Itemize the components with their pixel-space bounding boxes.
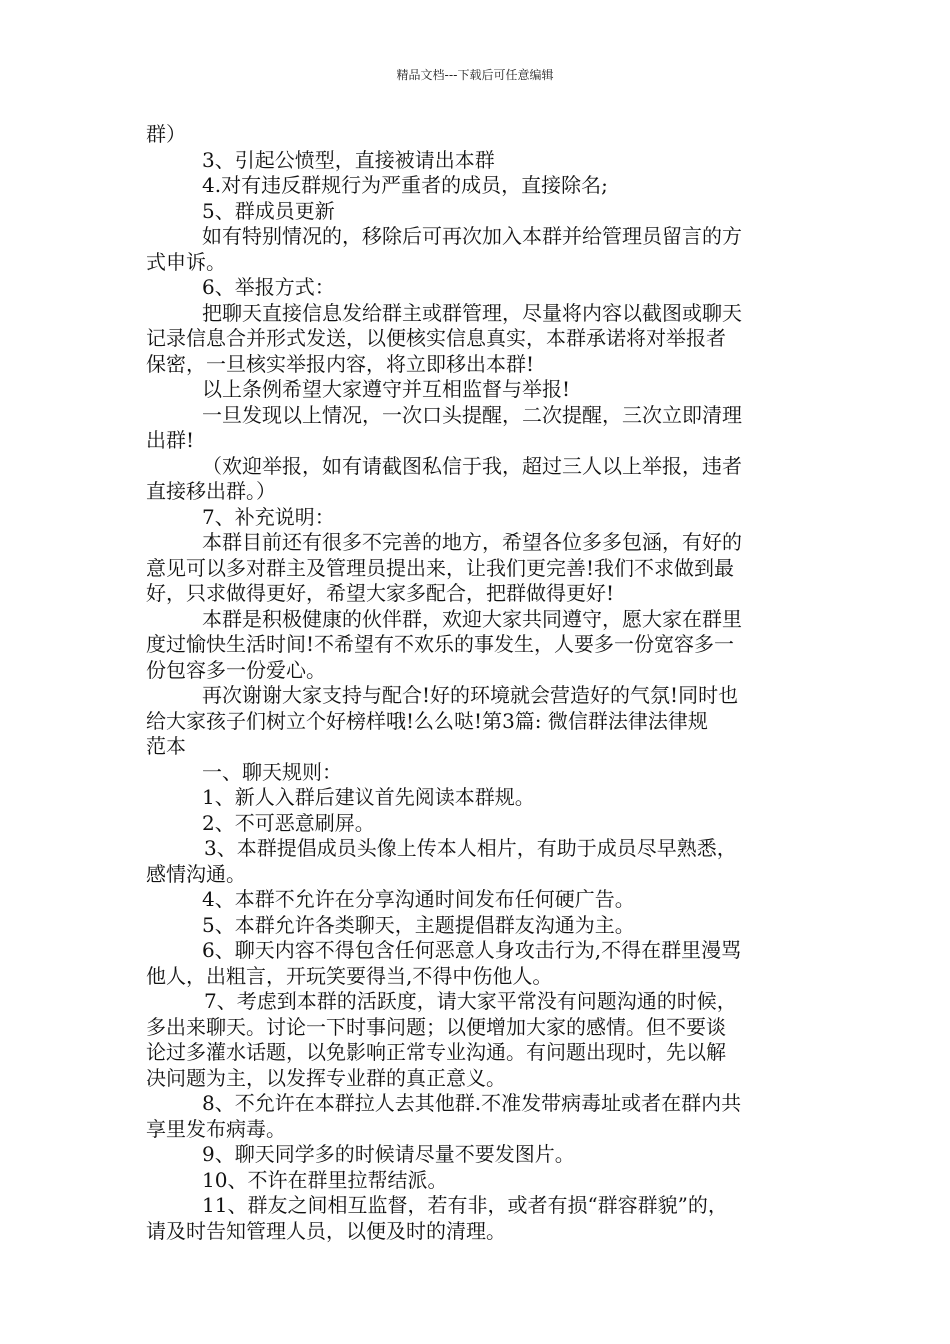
text-line: 如有特别情况的，移除后可再次加入本群并给管理员留言的方 [202,224,742,248]
text-line: 6、聊天内容不得包含任何恶意人身攻击行为,不得在群里漫骂 [202,938,742,962]
page-header: 精品文档---下载后可任意编辑 [396,68,554,82]
text-line: 意见可以多对群主及管理员提出来，让我们更完善!我们不求做到最 [146,555,735,580]
text-line: 决问题为主，以发挥专业群的真正意义。 [146,1065,506,1090]
text-line: 7、补充说明： [202,504,335,529]
text-line: 他人，出粗言，开玩笑要得当,不得中伤他人。 [146,963,553,988]
text-line: 好，只求做得更好，希望大家多配合，把群做得更好! [146,581,615,605]
text-line: 1、新人入群后建议首先阅读本群规。 [202,785,535,809]
text-line: 感情沟通。 [146,861,246,886]
text-line: 以上条例希望大家遵守并互相监督与举报! [202,377,571,401]
text-line: 出群! [146,428,195,452]
text-line: 2、不可恶意刷屏。 [202,810,375,835]
text-line: 10、不许在群里拉帮结派。 [202,1167,448,1192]
text-line: 6、举报方式： [202,275,335,299]
text-line: 度过愉快生活时间!不希望有不欢乐的事发生，人要多一份宽容多一 [146,632,735,656]
text-line: 本群目前还有很多不完善的地方，希望各位多多包涵，有好的 [202,530,742,554]
text-line: 记录信息合并形式发送，以便核实信息真实，本群承诺将对举报者 [146,326,726,350]
text-line: 式申诉。 [146,249,226,274]
text-line: 3、本群提倡成员头像上传本人相片，有助于成员尽早熟悉， [204,836,737,860]
text-line: 5、本群允许各类聊天，主题提倡群友沟通为主。 [202,912,635,937]
text-line: 论过多灌水话题，以免影响正常专业沟通。有问题出现时，先以解 [146,1040,726,1064]
text-line: 把聊天直接信息发给群主或群管理，尽量将内容以截图或聊天 [202,300,742,325]
text-line: 一、聊天规则： [202,759,342,784]
text-line: 多出来聊天。讨论一下时事问题；以便增加大家的感情。但不要谈 [146,1014,726,1039]
text-line: 给大家孩子们树立个好榜样哦!么么哒!第3篇: 微信群法律法律规 [146,708,708,733]
text-line: 直接移出群。） [146,479,276,503]
text-line: 7、考虑到本群的活跃度，请大家平常没有问题沟通的时候， [204,989,737,1013]
text-line: 11、群友之间相互监督，若有非，或者有损“群容群貌”的， [202,1193,728,1217]
text-line: 再次谢谢大家支持与配合!好的环境就会营造好的气氛!同时也 [202,683,739,707]
text-line: 4.对有违反群规行为严重者的成员，直接除名; [202,173,608,197]
text-line: 份包容多一份爱心。 [146,657,326,682]
text-line: 享里发布病毒。 [146,1116,286,1141]
document-body [146,122,810,1244]
text-line: 本群是积极健康的伙伴群，欢迎大家共同遵守，愿大家在群里 [202,606,742,631]
text-line: 范本 [146,734,186,758]
text-line: （欢迎举报，如有请截图私信于我，超过三人以上举报，违者 [202,453,742,478]
text-line: 保密，一旦核实举报内容，将立即移出本群! [146,351,535,376]
text-line: 请及时告知管理人员，以便及时的清理。 [146,1218,506,1243]
text-line: 群） [146,122,186,146]
text-line: 4、本群不允许在分享沟通时间发布任何硬广告。 [202,887,635,911]
text-line: 3、引起公愤型，直接被请出本群 [202,147,495,172]
text-line: 8、不允许在本群拉人去其他群.不准发带病毒址或者在群内共 [202,1091,742,1115]
text-line: 5、群成员更新 [202,198,335,223]
text-line: 9、聊天同学多的时候请尽量不要发图片。 [202,1142,575,1166]
text-line: 一旦发现以上情况，一次口头提醒，二次提醒，三次立即清理 [202,402,742,427]
